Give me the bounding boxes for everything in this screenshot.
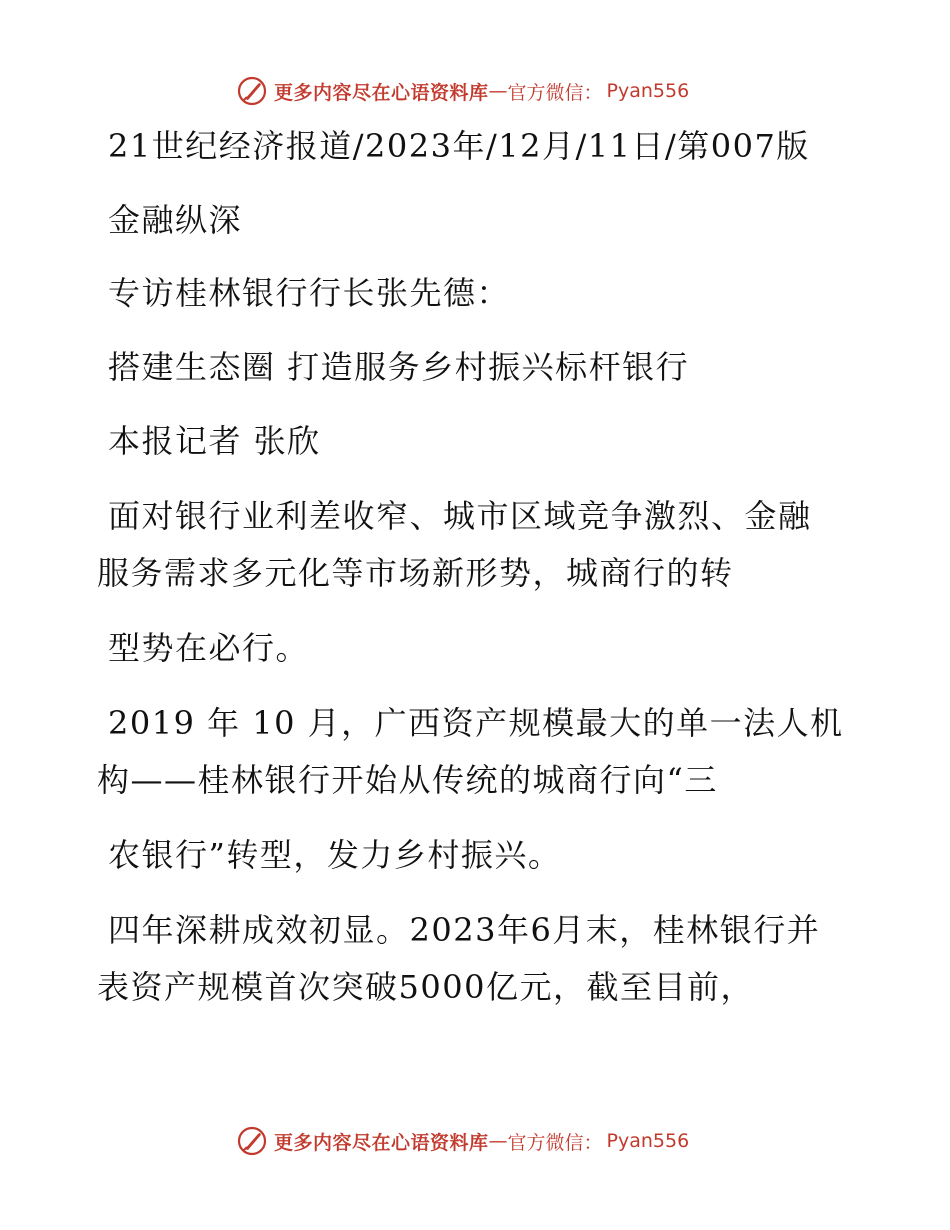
watermark-wechat-id: Pyan556 [606,80,690,102]
body-line: 面对银行业利差收窄、城市区域竞争激烈、金融 [108,497,812,535]
byline: 本报记者 张欣 [108,422,321,460]
watermark-separator: — [488,1130,508,1152]
headline-main: 搭建生态圈 打造服务乡村振兴标杆银行 [108,348,690,386]
watermark-footer [236,1124,689,1158]
headline-lead: 专访桂林银行行长张先德： [108,274,511,312]
watermark-wechat-label: 官方微信： [507,81,603,104]
body-line: 四年深耕成效初显。2023年6月末，桂林银行并 [108,911,821,949]
watermark-brand-text: 更多内容尽在心语资料库 [274,81,489,104]
feather-pen-logo-icon [236,1125,268,1157]
body-line: 2019 年 10 月，广西资产规模最大的单一法人机 [108,704,844,742]
body-line: 型势在必行。 [108,629,310,667]
watermark-wechat-id: Pyan556 [606,1130,690,1152]
body-line: 农银行”转型，发力乡村振兴。 [108,836,562,874]
body-line: 构——桂林银行开始从传统的城商行向“三 [97,761,718,799]
watermark-separator: — [488,80,508,102]
feather-pen-logo-icon [236,75,268,107]
column-name: 金融纵深 [108,201,243,239]
body-line: 服务需求多元化等市场新形势，城商行的转 [97,554,734,592]
watermark-header [236,74,689,108]
watermark-brand-text: 更多内容尽在心语资料库 [274,1131,489,1154]
body-line: 表资产规模首次突破5000亿元，截至目前， [97,968,754,1006]
source-line: 21世纪经济报道/2023年/12月/11日/第007版 [108,127,810,165]
watermark-wechat-label: 官方微信： [507,1131,603,1154]
